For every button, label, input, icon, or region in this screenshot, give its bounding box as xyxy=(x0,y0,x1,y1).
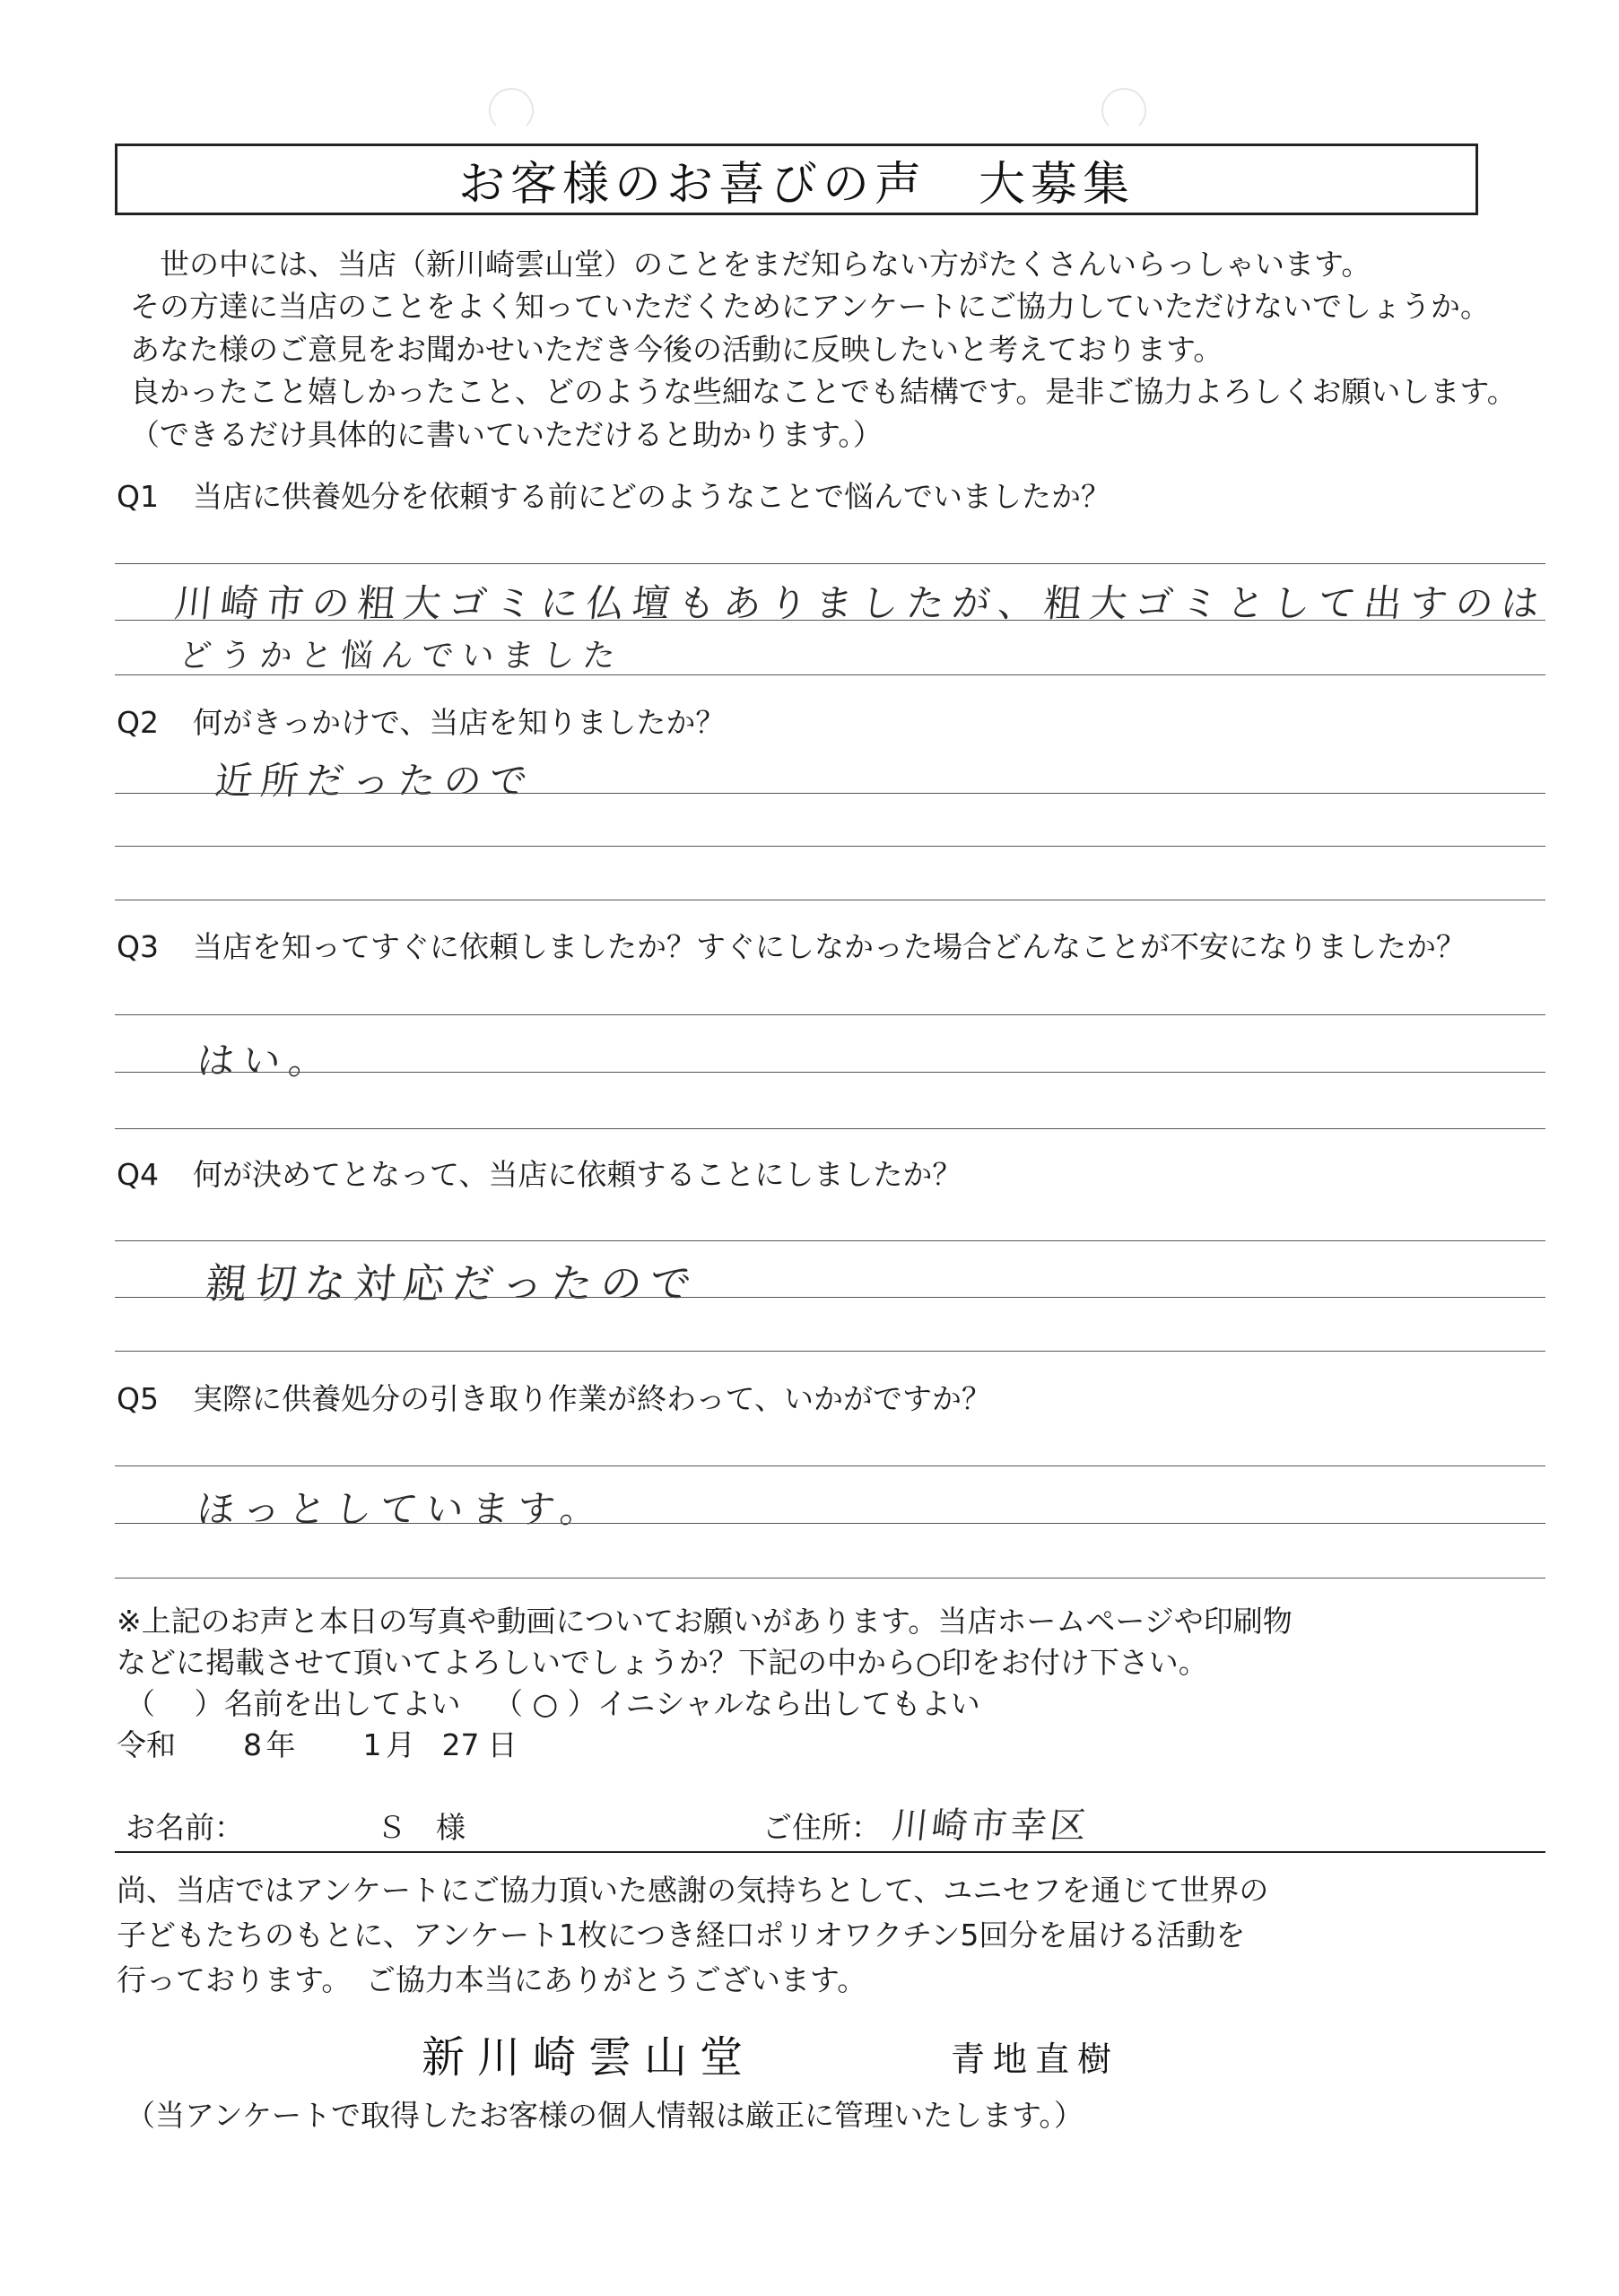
answer-handwriting[interactable]: はい。 xyxy=(195,1039,337,1083)
answer-line xyxy=(115,1240,1545,1241)
footer-line: 子どもたちのもとに、アンケート1枚につき経口ポリオワクチン5回分を届ける活動を xyxy=(117,1918,1246,1952)
address-label: ご住所： xyxy=(762,1810,881,1845)
question-text: 何がきっかけで、当店を知りましたか？ xyxy=(193,705,726,740)
date-era: 令和 xyxy=(117,1727,176,1762)
answer-line xyxy=(115,1351,1545,1352)
consent-option-initial[interactable]: （ ○ ）イニシャルなら出してもよい xyxy=(493,1686,980,1721)
answer-line xyxy=(115,1523,1545,1524)
intro-line: （できるだけ具体的に書いていただけると助かります。） xyxy=(130,417,883,452)
answer-handwriting[interactable]: ほっとしています。 xyxy=(195,1487,608,1531)
intro-line: 良かったこと嬉しかったこと、どのような些細なことでも結構です。是非ご協力よろしくお願いします。 xyxy=(130,374,1517,409)
date-year-unit: 年 xyxy=(265,1727,296,1762)
answer-handwriting[interactable]: どうかと悩んでいました xyxy=(177,638,625,674)
answer-line xyxy=(115,1128,1545,1129)
answer-line xyxy=(115,674,1545,675)
title-box xyxy=(115,144,1478,215)
answer-line xyxy=(115,793,1545,794)
consent-line: などに掲載させて頂いてよろしいでしょうか？下記の中から○印をお付け下さい。 xyxy=(117,1645,1208,1680)
date-month-unit: 月 xyxy=(386,1727,415,1762)
question-number: Q4 xyxy=(117,1157,159,1192)
answer-line xyxy=(115,1072,1545,1073)
question-3 xyxy=(117,924,1466,966)
answer-line xyxy=(115,1297,1545,1298)
question-text: 何が決めてとなって、当店に依頼することにしましたか？ xyxy=(193,1157,962,1192)
question-5 xyxy=(117,1376,991,1418)
date-year[interactable]: 8 xyxy=(243,1727,262,1762)
punch-hole-right xyxy=(1101,88,1146,133)
question-number: Q1 xyxy=(117,479,159,514)
page-title: お客様のお喜びの声 大募集 xyxy=(457,157,1135,212)
question-2 xyxy=(117,700,725,742)
intro-line: あなた様のご意見をお聞かせいただき今後の活動に反映したいと考えております。 xyxy=(130,332,1223,367)
footer-line: 尚、当店ではアンケートにご協力頂いた感謝の気持ちとして、ユニセフを通じて世界の xyxy=(117,1873,1269,1908)
date-day[interactable]: 27 xyxy=(441,1727,480,1762)
answer-handwriting[interactable]: 親切な対応だったので xyxy=(203,1259,702,1308)
answer-handwriting[interactable]: 川崎市の粗大ゴミに仏壇もありましたが、粗大ゴミとして出すのは xyxy=(172,581,1550,625)
question-number: Q3 xyxy=(117,929,159,964)
answer-line xyxy=(115,1014,1545,1015)
question-4 xyxy=(117,1152,962,1194)
intro-line: その方達に当店のことをよく知っていただくためにアンケートにご協力していただけないでしょうか。 xyxy=(130,289,1491,324)
question-1 xyxy=(117,474,1110,516)
date-day-unit: 日 xyxy=(487,1727,518,1762)
owner-name: 青地直樹 xyxy=(951,2039,1120,2079)
answer-line xyxy=(115,1465,1545,1466)
question-text: 実際に供養処分の引き取り作業が終わって、いかがですか？ xyxy=(193,1381,992,1416)
question-number: Q2 xyxy=(117,705,159,740)
name-value[interactable]: Ｓ 様 xyxy=(377,1810,466,1845)
privacy-note: （当アンケートで取得したお客様の個人情報は厳正に管理いたします。） xyxy=(126,2098,1084,2133)
name-label: お名前： xyxy=(126,1810,244,1845)
signature-divider xyxy=(115,1851,1545,1853)
question-text: 当店を知ってすぐに依頼しましたか？すぐにしなかった場合どんなことが不安になりましたか？ xyxy=(193,929,1466,964)
answer-line xyxy=(115,620,1545,621)
consent-option-name[interactable]: （ ）名前を出してよい xyxy=(126,1686,461,1721)
address-value[interactable]: 川崎市幸区 xyxy=(890,1805,1092,1847)
answer-handwriting[interactable]: 近所だったので xyxy=(213,759,538,803)
punch-hole-left xyxy=(489,88,534,133)
intro-line: 世の中には、当店（新川崎雲山堂）のことをまだ知らない方がたくさんいらっしゃいます。 xyxy=(130,247,1371,282)
question-number: Q5 xyxy=(117,1381,159,1416)
shop-name: 新川崎雲山堂 xyxy=(422,2032,756,2083)
question-text: 当店に供養処分を依頼する前にどのようなことで悩んでいましたか？ xyxy=(193,479,1110,514)
answer-line xyxy=(115,846,1545,847)
consent-line: ※上記のお声と本日の写真や動画についてお願いがあります。当店ホームページや印刷物 xyxy=(117,1604,1293,1639)
answer-line xyxy=(115,563,1545,564)
date-row xyxy=(117,1722,518,1764)
date-month[interactable]: 1 xyxy=(362,1727,382,1762)
footer-line: 行っております。 ご協力本当にありがとうございます。 xyxy=(117,1962,867,1997)
